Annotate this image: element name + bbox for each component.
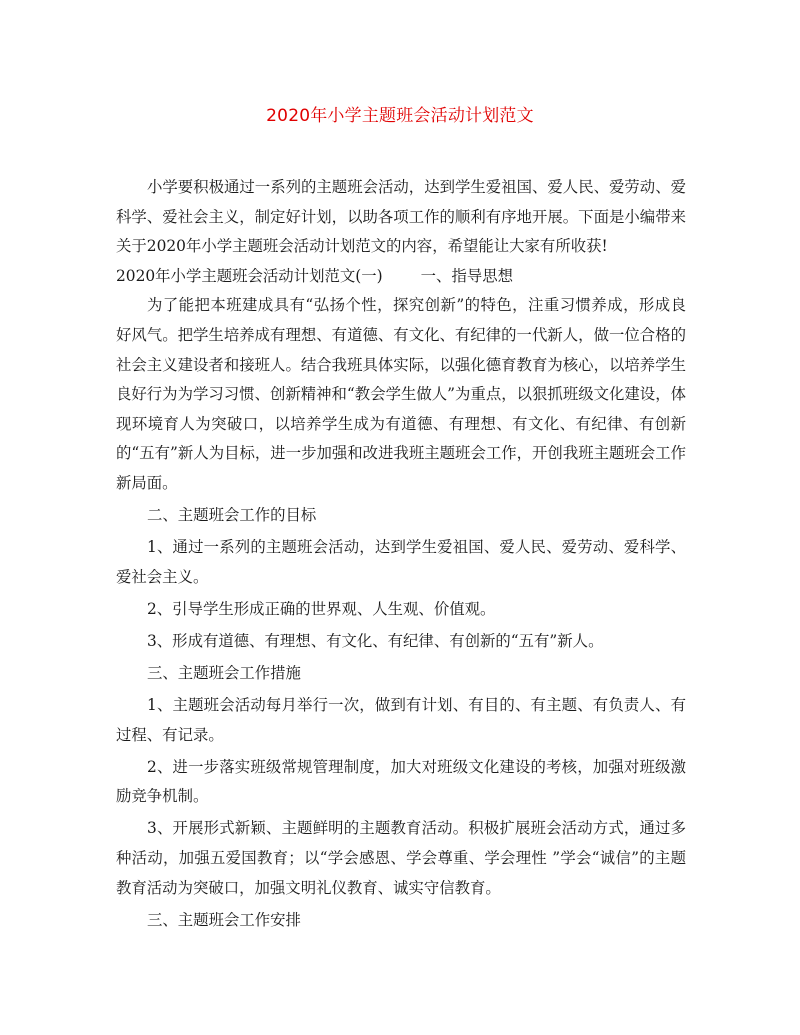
section3-heading: 三、主题班会工作措施 — [147, 664, 301, 682]
section3-item-2: 2、进一步落实班级常规管理制度，加大对班级文化建设的考核，加强对班级激励竞争机制。 — [116, 757, 686, 806]
section2-item-3: 3、形成有道德、有理想、有文化、有纪律、有创新的“五有”新人。 — [147, 631, 604, 650]
section2-item-1: 1、通过一系列的主题班会活动，达到学生爱祖国、爱人民、爱劳动、爱科学、爱社会主义。 — [116, 538, 686, 586]
document-title: 2020年小学主题班会活动计划范文 — [266, 106, 534, 126]
section4-heading: 三、主题班会工作安排 — [147, 910, 301, 929]
article-subtitle: 2020年小学主题班会活动计划范文(一) — [116, 266, 383, 285]
section3-item-3: 3、开展形式新颖、主题鲜明的主题教育活动。积极扩展班会活动方式，通过多种活动，加强五爱国教育；以“学会感恩、学会尊重、学会理性 ”学会“诚信”的主题教育活动为突破口，加强文明礼仪教育、诚实守信教育。 — [116, 819, 686, 897]
section1-heading: 一、指导思想 — [420, 266, 514, 285]
section2-heading: 二、主题班会工作的目标 — [147, 506, 317, 525]
document-body — [116, 173, 686, 935]
intro-paragraph: 小学要积极通过一系列的主题班会活动，达到学生爱祖国、爱人民、爱劳动、爱科学、爱社会主义，制定好计划，以助各项工作的顺利有序地开展。下面是小编带来关于2020年小学主题班会活动计划范文的内容，希望能让大家有所收获! — [116, 178, 686, 256]
section2-item-2: 2、引导学生形成正确的世界观、人生观、价值观。 — [147, 599, 496, 618]
section3-item-1: 1、主题班会活动每月举行一次，做到有计划、有目的、有主题、有负责人、有过程、有记录。 — [116, 696, 686, 744]
section1-paragraph: 为了能把本班建成具有“弘扬个性，探究创新”的特色，注重习惯养成，形成良好风气。把学生培养成有理想、有道德、有文化、有纪律的一代新人，做一位合格的社会主义建设者和接班人。结合我班具体实际，以强化德育教育为核心，以培养学生良好行为为学习习惯、创新精神和“教会学生做人”为重点，以狠抓班级文化建设，体现环境育人为突破口，以培养学生成为有道德、有理想、有文化、有纪律、有创新的“五有”新人为目标，进一步加强和改进我班主题班会工作，开创我班主题班会工作新局面。 — [116, 296, 686, 492]
subtitle-line — [116, 262, 686, 292]
